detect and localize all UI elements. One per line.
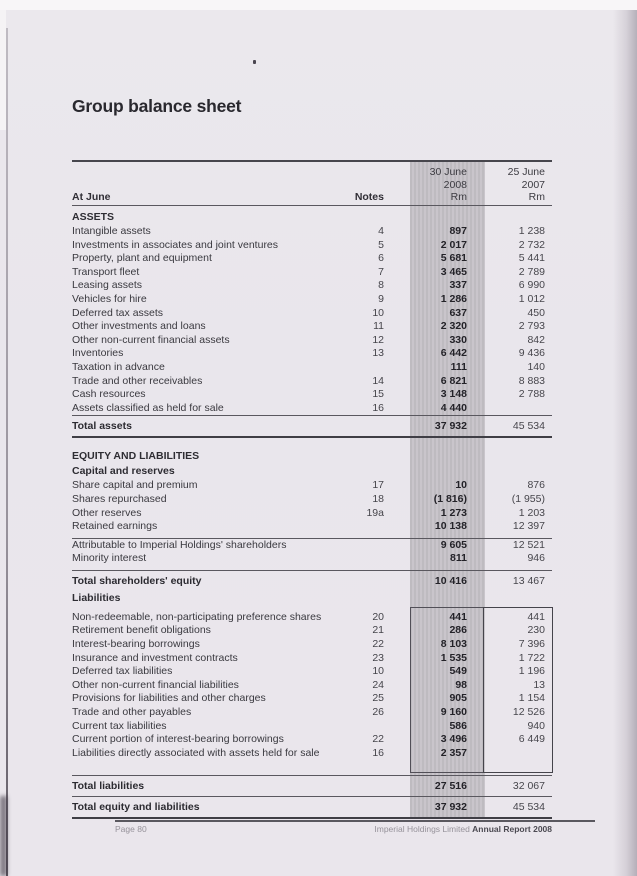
note-ref: 19a [366, 506, 384, 519]
row-label: Other reserves [72, 506, 142, 519]
note-ref: 10 [372, 665, 384, 678]
scan-edge-top [0, 0, 637, 10]
table-row [72, 638, 552, 652]
value-2007: 1 203 [518, 506, 545, 519]
value-2007: 13 [533, 678, 545, 691]
note-ref: 26 [372, 706, 384, 719]
table-row [72, 733, 552, 747]
value-2008: 6 821 [440, 374, 467, 387]
value-2007: 6 990 [518, 279, 545, 292]
value-2008: 2 017 [440, 238, 467, 251]
table-row [72, 252, 552, 266]
paper-sheet [0, 10, 637, 876]
table-row [72, 652, 552, 666]
value-2007: 1 238 [518, 225, 545, 237]
row-label: Non-redeemable, non-participating preference shares [72, 610, 322, 623]
balance-sheet-table [72, 160, 552, 819]
value-2008: 897 [449, 225, 467, 237]
value-2007: 8 883 [518, 374, 545, 387]
footer-report-title [374, 824, 552, 834]
note-ref: 4 [378, 225, 384, 237]
table-row [72, 361, 552, 375]
value-2007: 45 534 [512, 420, 545, 433]
note-ref: 17 [372, 479, 384, 492]
table-row [72, 796, 552, 819]
note-ref: 18 [372, 492, 384, 505]
row-label: Shares repurchased [72, 492, 167, 505]
value-2007: 441 [527, 610, 545, 623]
page-title: Group balance sheet [72, 96, 242, 116]
table-row [72, 320, 552, 334]
header-2008-line3: Rm [450, 191, 467, 203]
table-row [72, 665, 552, 679]
table-row [72, 552, 552, 566]
value-2008: 586 [449, 719, 467, 732]
value-2007: 1 722 [518, 651, 545, 664]
value-2008: 1 535 [440, 651, 467, 664]
value-2007: 450 [527, 306, 545, 319]
value-2008: 8 103 [440, 638, 467, 651]
row-label: Capital and reserves [72, 465, 175, 478]
value-2007: 32 067 [512, 780, 545, 793]
scan-artifact-bottom-left [0, 796, 7, 876]
value-2008: 441 [449, 610, 467, 623]
note-ref: 11 [373, 320, 384, 333]
value-2007: 1 012 [518, 292, 545, 305]
value-2007: 13 467 [512, 574, 545, 587]
row-label: Retained earnings [72, 520, 158, 533]
footer-rule [115, 820, 595, 822]
header-2008-line1: 30 June [429, 166, 467, 178]
row-label: Liabilities directly associated with assets held for sale [72, 746, 320, 759]
row-label: Total equity and liabilities [72, 801, 200, 814]
table-row [72, 747, 552, 761]
row-label: Minority interest [72, 552, 147, 565]
row-label: Vehicles for hire [72, 292, 147, 305]
value-2007: 876 [527, 479, 545, 492]
note-ref: 15 [372, 388, 384, 401]
table-row [72, 706, 552, 720]
row-label: Total assets [72, 420, 132, 433]
value-2007: 6 449 [518, 733, 545, 746]
header-notes: Notes [354, 191, 384, 203]
header-2007-line1: 25 June [507, 166, 545, 178]
table-row [72, 239, 552, 253]
note-ref: 25 [372, 692, 384, 705]
row-label: Intangible assets [72, 225, 151, 237]
value-2008: 637 [449, 306, 467, 319]
row-label: Trade and other receivables [72, 374, 203, 387]
value-2007: 9 436 [518, 347, 545, 360]
value-2007: 45 534 [512, 801, 545, 814]
value-2007: 230 [527, 624, 545, 637]
row-label: Trade and other payables [72, 706, 192, 719]
value-2008: 37 932 [434, 420, 467, 433]
note-ref: 14 [372, 374, 384, 387]
value-2007: 946 [527, 552, 545, 565]
table-row [72, 293, 552, 307]
value-2007: 940 [527, 719, 545, 732]
value-2008: 2 320 [440, 320, 467, 333]
value-2007: 2 788 [518, 388, 545, 401]
footer-page-number: Page 80 [115, 824, 147, 834]
value-2008: 9 160 [440, 706, 467, 719]
row-label: Current tax liabilities [72, 719, 167, 732]
table-row [72, 266, 552, 280]
note-ref: 5 [378, 238, 384, 251]
value-2008: 4 440 [440, 401, 467, 414]
table-row [72, 479, 552, 493]
table-row [72, 775, 552, 796]
table-row [72, 388, 552, 402]
value-2007: 12 526 [512, 706, 545, 719]
value-2008: 330 [449, 333, 467, 346]
value-2008: 10 [455, 479, 467, 492]
value-2008: 549 [449, 665, 467, 678]
table-row [72, 570, 552, 591]
value-2008: 9 605 [440, 538, 467, 551]
value-2008: 3 465 [440, 265, 467, 278]
table-row [72, 445, 552, 464]
row-label: Retirement benefit obligations [72, 624, 211, 637]
note-ref: 13 [372, 347, 384, 360]
value-2008: 1 286 [440, 292, 467, 305]
note-ref: 10 [372, 306, 384, 319]
value-2008: 111 [450, 360, 467, 373]
table-body [72, 160, 552, 819]
header-2007-line3: Rm [528, 191, 545, 203]
note-ref: 22 [372, 733, 384, 746]
table-row [72, 611, 552, 625]
table-row [72, 720, 552, 734]
page-footer [115, 824, 552, 834]
scan-edge-left [6, 28, 8, 876]
row-label: Total liabilities [72, 780, 145, 793]
value-2008: 286 [449, 624, 467, 637]
footer-report-bold: Annual Report 2008 [472, 824, 552, 834]
footer-report-name: Imperial Holdings Limited [374, 824, 473, 834]
table-row [72, 624, 552, 638]
table-rows [72, 206, 552, 819]
row-label: Other investments and loans [72, 320, 206, 333]
table-row [72, 507, 552, 521]
note-ref: 9 [378, 292, 384, 305]
value-2008: 10 416 [434, 574, 467, 587]
table-row [72, 225, 552, 239]
table-row [72, 206, 552, 225]
header-2008-line2: 2008 [443, 178, 467, 191]
note-ref: 12 [372, 333, 384, 346]
value-2008: 3 148 [440, 388, 467, 401]
row-label: Transport fleet [72, 265, 140, 278]
note-ref: 16 [372, 746, 384, 759]
value-2007: (1 955) [511, 492, 545, 505]
row-label: EQUITY AND LIABILITIES [72, 450, 200, 463]
header-column-2008 [397, 162, 485, 205]
table-header [72, 160, 552, 206]
value-2008: 1 273 [440, 506, 467, 519]
value-2007: 7 396 [518, 638, 545, 651]
value-2007: 2 793 [518, 320, 545, 333]
value-2007: 2 732 [518, 238, 545, 251]
value-2007: 1 154 [518, 692, 545, 705]
row-label: Provisions for liabilities and other charges [72, 692, 266, 705]
table-row [72, 375, 552, 389]
row-label: Total shareholders' equity [72, 574, 202, 587]
note-ref: 21 [372, 624, 384, 637]
row-label: Leasing assets [72, 279, 143, 292]
table-row [72, 347, 552, 361]
value-2008: 10 138 [434, 520, 467, 533]
row-label: Interest-bearing borrowings [72, 638, 200, 651]
value-2007: 842 [527, 333, 545, 346]
table-row [72, 591, 552, 606]
table-row [72, 307, 552, 321]
value-2007: 12 397 [512, 520, 545, 533]
row-label: Current portion of interest-bearing borrowings [72, 733, 284, 746]
row-label: Property, plant and equipment [72, 252, 212, 265]
header-2007-line2: 2007 [521, 178, 545, 191]
liabilities-boxed-group [72, 611, 552, 761]
value-2008: 5 681 [440, 252, 467, 265]
value-2007: 12 521 [512, 538, 545, 551]
note-ref: 24 [372, 678, 384, 691]
note-ref: 8 [378, 279, 384, 292]
value-2008: 811 [450, 552, 467, 565]
row-label: Insurance and investment contracts [72, 651, 238, 664]
value-2007: 140 [527, 360, 545, 373]
row-label: Other non-current financial liabilities [72, 678, 239, 691]
value-2008: 6 442 [440, 347, 467, 360]
scan-artifact-speck [253, 60, 256, 64]
note-ref: 23 [372, 651, 384, 664]
row-label: Liabilities [72, 591, 121, 604]
value-2008: 37 932 [434, 801, 467, 814]
value-2008: 3 496 [440, 733, 467, 746]
value-2007: 1 196 [518, 665, 545, 678]
table-row [72, 679, 552, 693]
table-row [72, 464, 552, 479]
header-at-june: At June [72, 191, 111, 203]
row-label: Deferred tax assets [72, 306, 164, 319]
value-2008: (1 816) [433, 492, 467, 505]
note-ref: 6 [378, 252, 384, 265]
value-2008: 98 [455, 678, 467, 691]
row-label: ASSETS [72, 211, 115, 223]
table-row [72, 493, 552, 507]
table-row [72, 692, 552, 706]
table-row [72, 334, 552, 348]
row-label: Inventories [72, 347, 124, 360]
row-label: Investments in associates and joint ventures [72, 238, 279, 251]
row-label: Deferred tax liabilities [72, 665, 173, 678]
table-row [72, 415, 552, 438]
header-column-2007 [485, 162, 552, 205]
table-row [72, 279, 552, 293]
table-row [72, 402, 552, 416]
row-label: Taxation in advance [72, 360, 165, 373]
table-row [72, 538, 552, 553]
note-ref: 20 [372, 610, 384, 623]
note-ref: 7 [378, 265, 384, 278]
row-label: Other non-current financial assets [72, 333, 230, 346]
row-label: Assets classified as held for sale [72, 401, 224, 414]
value-2008: 905 [449, 692, 467, 705]
value-2007: 2 789 [518, 265, 545, 278]
note-ref: 22 [372, 638, 384, 651]
note-ref: 16 [372, 401, 384, 414]
value-2008: 2 357 [440, 746, 467, 759]
scan-edge-right [613, 10, 637, 876]
row-label: Cash resources [72, 388, 146, 401]
value-2007: 5 441 [518, 252, 545, 265]
value-2008: 27 516 [434, 780, 467, 793]
row-label: Attributable to Imperial Holdings' shareholders [72, 538, 287, 551]
value-2008: 337 [449, 279, 467, 292]
table-row [72, 520, 552, 534]
row-label: Share capital and premium [72, 479, 198, 492]
